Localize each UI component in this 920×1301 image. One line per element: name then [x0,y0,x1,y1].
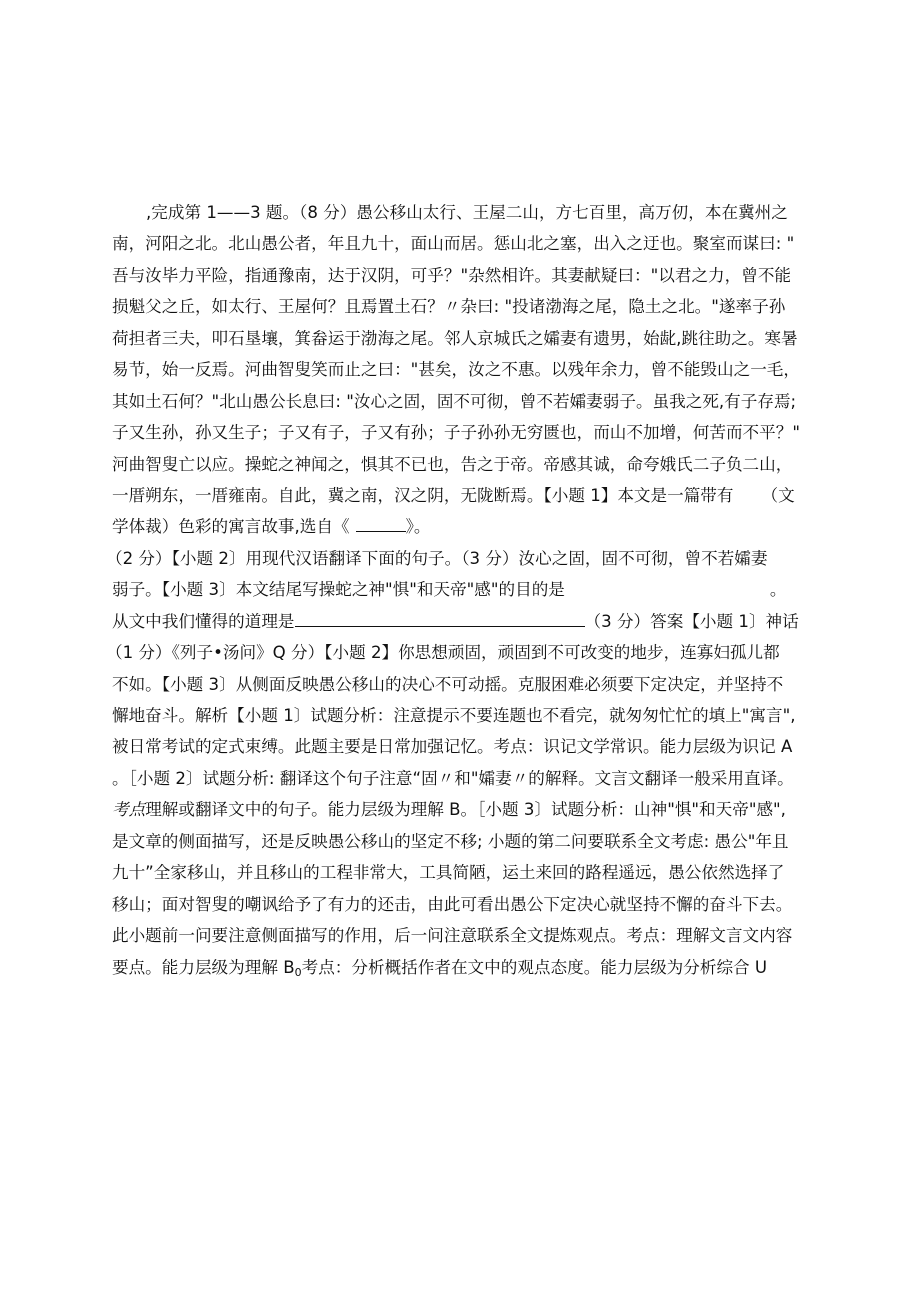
text-line: （2 分）【小题 2〕用现代汉语翻译下面的句子。（3 分）汝心之固，固不可彻，曾不若孀妻 [106,548,768,568]
text-line: 被日常考试的定式束缚。此题主要是日常加强记忆。考点：识记文学常识。能力层级为识记 A [112,737,793,757]
text-line [112,574,812,605]
text-segment: 》。 [405,517,431,537]
text-segment: 弱子。【小题 3〕本文结尾写操蛇之神"惧"和天帝"感"的目的是 [112,580,565,600]
text-line [112,480,812,511]
text-line: 子又生孙，孙又生子；子又有子，子又有孙；子子孙孙无穷匮也，而山不加增，何苦而不平？" [112,423,800,443]
answer-blank [295,609,585,627]
text-segment: 从文中我们懂得的道理是 [112,611,295,631]
text-line: 南，河阳之北。北山愚公者，年且九十，面山而居。惩山北之塞，出入之迂也。聚室而谋曰: " [112,234,795,254]
text-line [112,511,812,542]
subscript: 0 [294,965,302,979]
text-line: 不如。【小题 3〕从侧面反映愚公移山的决心不可动摇。克服困难必须要下定决定，并坚持不 [112,674,784,694]
text-line: 吾与汝毕力平险，指通豫南，达于汉阴，可乎？"杂然相许。其妻献疑曰："以君之力，曾不能 [112,265,792,285]
text-line: 懈地奋斗。解析【小题 1〕试题分析：注意提示不要连题也不看完，就匆匆忙忙的填上"寓言", [112,706,796,725]
text-line: 其如土石何？"北山愚公长息曰: "汝心之固，固不可彻，曾不若孀妻弱子。虽我之死,有子存焉; [112,391,797,411]
text-line: 此小题前一问要注意侧面描写的作用，后一问注意联系全文提炼观点。考点：理解文言文内容 [112,926,793,946]
text-line: 是文章的侧面描写，还是反映愚公移山的坚定不移; 小题的第二问要联系全文考虑: 愚公"年且 [112,831,789,851]
text-segment: 理解或翻译文中的句子。能力层级为理解 B。［小题 3〕试题分析：山神"惧"和天帝"感", [145,800,786,820]
text-line: 河曲智叟亡以应。操蛇之神闻之，惧其不已也，告之于帝。帝感其诚，命夸娥氏二子负二山， [112,454,793,474]
text-segment: 要点。能力层级为理解 B [112,957,295,977]
text-line: 荷担者三夫，叩石垦壤，箕畚运于渤海之尾。邻人京城氏之孀妻有遗男，始龀,跳往助之。寒暑 [112,328,798,348]
passage-text [106,197,812,983]
text-segment: 考点：分析概括作者在文中的观点态度。能力层级为分析综合 U [301,957,768,977]
text-line [112,794,812,825]
text-line: ,完成第 1——3 题。（8 分）愚公移山太行、王屋二山，方七百里，高万仞，本在冀州之 [146,203,788,222]
text-line: 损魁父之丘，如太行、王屋何？且焉置土石？〃杂曰: "投诸渤海之尾，隐土之北。"遂率子孙 [112,297,786,317]
text-segment: 一厝朔东，一厝雍南。自此，冀之南，汉之阴，无陇断焉。【小题 1】本文是一篇带有 [112,485,734,505]
text-line: 九十”全家移山，并且移山的工程非常大，工具简陋，运土来回的路程遥远，愚公依然选择了 [112,863,785,883]
text-line [112,952,812,983]
text-segment: （文 [761,485,795,505]
italic-term: 考点 [112,800,146,820]
answer-blank [356,514,406,532]
text-line: 。［小题 2〕试题分析: 翻译这个句子注意“固〃和"孀妻〃的解释。文言文翻译一般采用直译。 [112,768,794,788]
text-segment: 。 [769,580,787,600]
text-segment: 学体裁）色彩的寓言故事,选自《 [112,517,350,537]
text-line: （1 分）《列子•汤问》Q 分）【小题 2】你思想顽固，顽固到不可改变的地步，连寡妇孤儿都 [106,643,780,663]
text-line [112,606,812,637]
text-line: 易节，始一反焉。河曲智叟笑而止之曰："甚矣，汝之不惠。以残年余力，曾不能毁山之一毛， [112,360,800,380]
text-line: 移山；面对智叟的嘲讽给予了有力的还击，由此可看出愚公下定决心就坚持不懈的奋斗下去。 [112,894,793,914]
text-segment: （3 分）答案【小题 1〕神话 [584,611,799,631]
